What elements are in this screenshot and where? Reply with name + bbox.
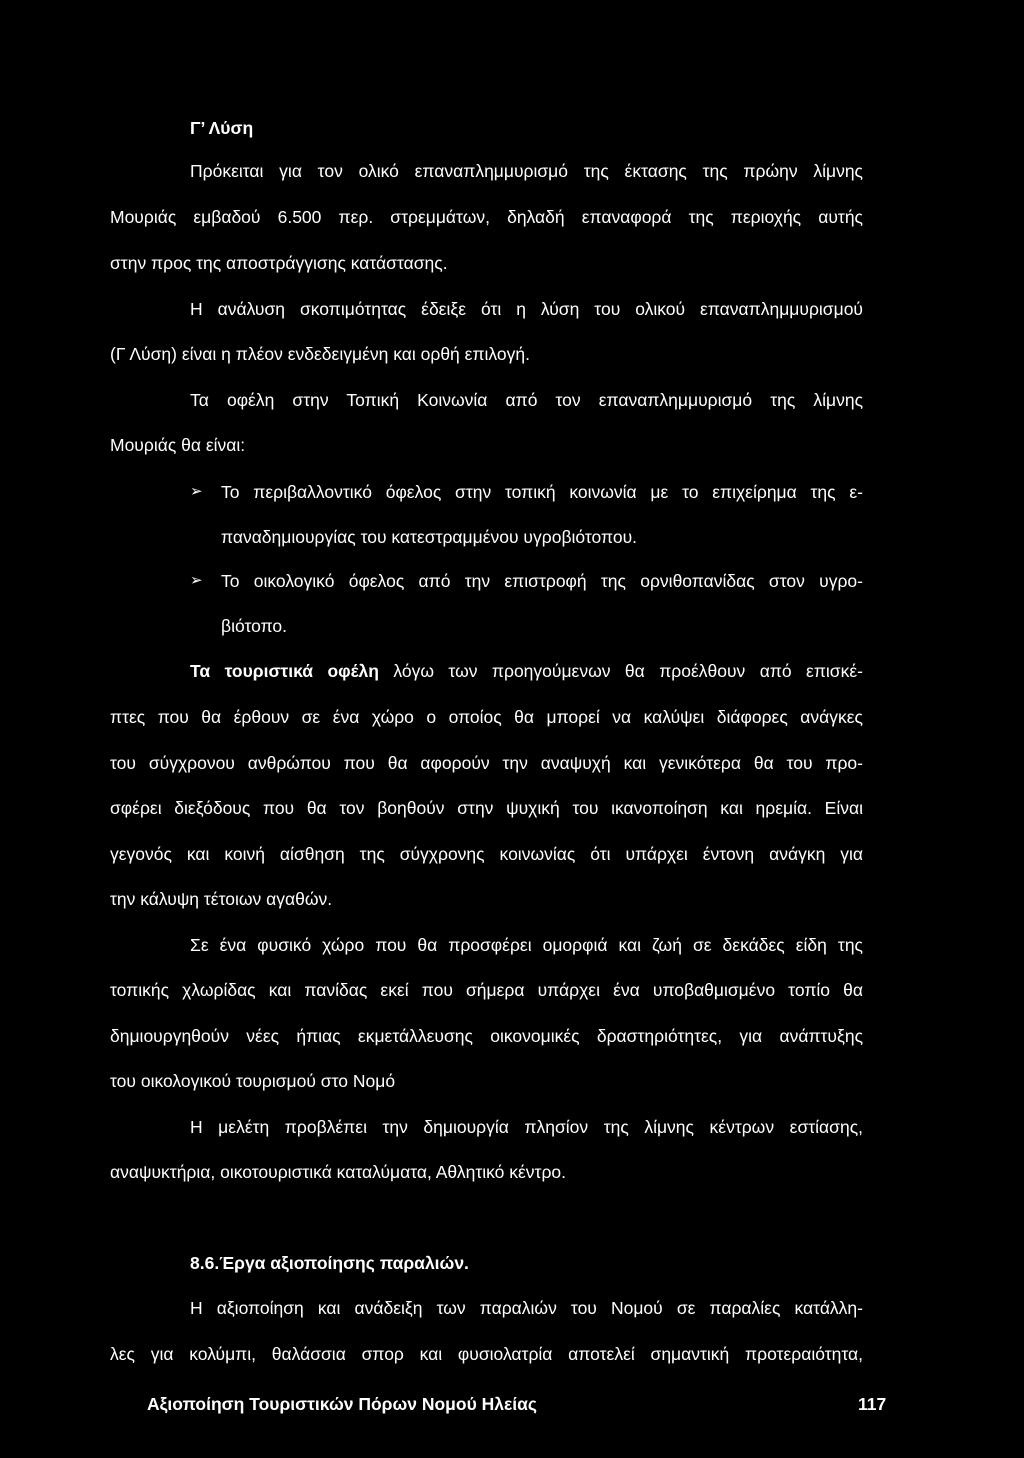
study-line-2: αναψυκτήρια, οικοτουριστικά καταλύματα, Αθλητικό κέντρο. (110, 1162, 567, 1182)
tourism-line-3: του σύγχρονου ανθρώπου που θα αφορούν την αναψυχή και γενικότερα θα του προ- (110, 753, 863, 773)
study-line-1: Η μελέτη προβλέπει την δημιουργία πλησίον της λίμνης κέντρων εστίασης, (190, 1117, 863, 1137)
tourism-line-4: σφέρει διεξόδους που θα τον βοηθούν στην ψυχική του ικανοποίηση και ηρεμία. Είναι (110, 798, 863, 818)
solution-heading: Γ’ Λύση (190, 118, 254, 138)
bullet-2-line-2: βιότοπο. (221, 616, 288, 636)
benefits-intro-line-2: Μουριάς θα είναι: (110, 435, 246, 455)
page-number: 117 (858, 1394, 887, 1414)
bullet-arrow-icon: ➢ (190, 483, 203, 500)
tourism-line-1 (190, 660, 863, 682)
footer-title: Αξιοποίηση Τουριστικών Πόρων Νομού Ηλείας (147, 1394, 538, 1414)
analysis-line-1: Η ανάλυση σκοπιμότητας έδειξε ότι η λύση του ολικού επαναπλημμυρισμού (190, 299, 863, 319)
bullet-1-line-2: παναδημιουργίας του κατεστραμμένου υγροβιότοπου. (221, 527, 638, 547)
intro-line-2: Μουριάς εμβαδού 6.500 περ. στρεμμάτων, δηλαδή επαναφορά της περιοχής αυτής (110, 207, 863, 227)
tourism-line-6: την κάλυψη τέτοιων αγαθών. (110, 889, 333, 909)
tourism-line-1-rest: λόγω των προηγούμενων θα προέλθουν από επισκέ- (378, 661, 863, 681)
nature-line-4: του οικολογικού τουρισμού στο Νομό (110, 1071, 396, 1091)
tourism-line-5: γεγονός και κοινή αίσθηση της σύγχρονης κοινωνίας ότι υπάρχει έντονη ανάγκη για (110, 844, 863, 864)
bullet-arrow-icon: ➢ (190, 572, 203, 589)
tourism-bold-lead: Τα τουριστικά οφέλη (190, 661, 379, 681)
benefits-intro-line-1: Τα οφέλη στην Τοπική Κοινωνία από τον επαναπλημμυρισμό της λίμνης (190, 390, 863, 410)
intro-line-3: στην προς της αποστράγγισης κατάστασης. (110, 253, 448, 273)
analysis-line-2: (Γ Λύση) είναι η πλέον ενδεδειγμένη και ορθή επιλογή. (110, 344, 530, 364)
bullet-1-line-1: Το περιβαλλοντικό όφελος στην τοπική κοινωνία με το επιχείρημα της ε- (221, 482, 863, 502)
beaches-line-1: Η αξιοποίηση και ανάδειξη των παραλιών του Νομού σε παραλίες κατάλλη- (190, 1298, 863, 1318)
section-heading: 8.6.Έργα αξιοποίησης παραλιών. (190, 1253, 469, 1273)
bullet-2-line-1: Το οικολογικό όφελος από την επιστροφή της ορνιθοπανίδας στον υγρο- (221, 571, 863, 591)
nature-line-3: δημιουργηθούν νέες ήπιας εκμετάλλευσης οικονομικές δραστηριότητες, για ανάπτυξης (110, 1026, 863, 1046)
tourism-line-2: πτες που θα έρθουν σε ένα χώρο ο οποίος θα μπορεί να καλύψει διάφορες ανάγκες (110, 707, 863, 727)
nature-line-1: Σε ένα φυσικό χώρο που θα προσφέρει ομορφιά και ζωή σε δεκάδες είδη της (190, 935, 863, 955)
beaches-line-2: λες για κολύμπι, θαλάσσια σπορ και φυσιολατρία αποτελεί σημαντική προτεραιότητα, (110, 1344, 863, 1364)
nature-line-2: τοπικής χλωρίδας και πανίδας εκεί που σήμερα υπάρχει ένα υποβαθμισμένο τοπίο θα (110, 980, 863, 1000)
intro-line-1: Πρόκειται για τον ολικό επαναπλημμυρισμό της έκτασης της πρώην λίμνης (190, 161, 863, 181)
